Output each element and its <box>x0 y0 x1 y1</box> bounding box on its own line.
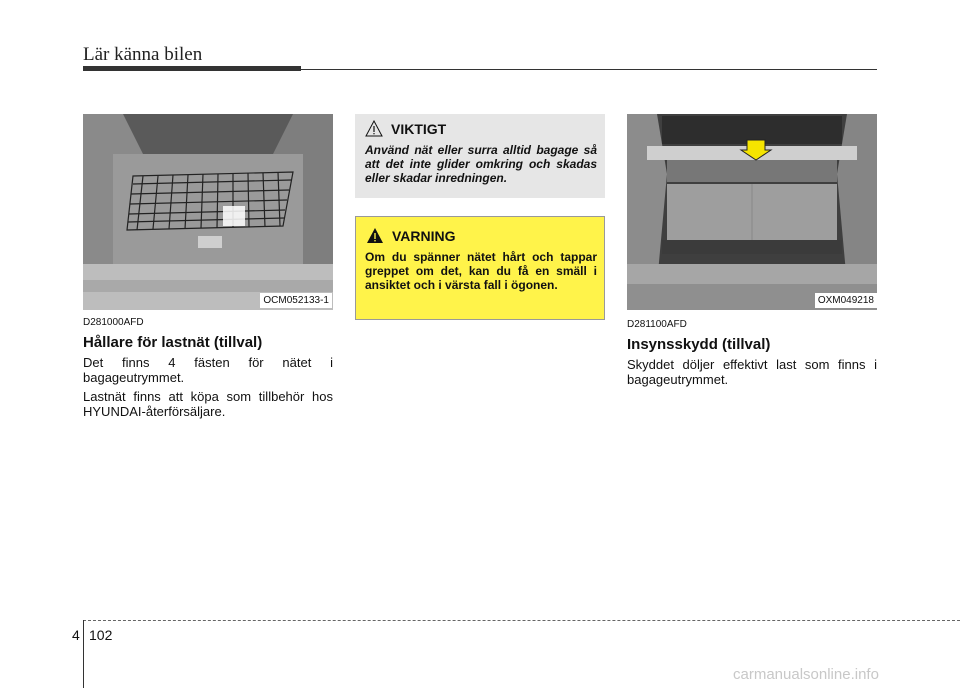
header-rule-thin <box>301 69 877 70</box>
paragraph: Lastnät finns att köpa som tillbehör hos HYUNDAI-återförsäljare. <box>83 389 333 419</box>
notice-heading: VIKTIGT <box>391 121 447 137</box>
caution-icon <box>365 120 383 138</box>
warning-icon <box>366 227 384 245</box>
right-column <box>627 319 877 387</box>
header-rule-thick <box>83 66 301 71</box>
left-column <box>83 317 333 419</box>
warning-box <box>355 216 605 320</box>
notice-text: Använd nät eller surra alltid bagage så att det inte glider omkring och skadas eller skadar inredningen. <box>365 143 597 185</box>
page-number: 102 <box>89 627 113 643</box>
warning-text: Om du spänner nätet hårt och tappar greppet om det, kan du få en smäll i ansiktet och i värsta fall i ögonen. <box>365 250 597 292</box>
paragraph: Det finns 4 fästen för nätet i bagageutrymmet. <box>83 355 333 385</box>
header-title: Lär känna bilen <box>83 44 203 65</box>
photo-code-right: OXM049218 <box>815 293 877 308</box>
footer-hline <box>83 620 960 621</box>
paragraph: Skyddet döljer effektivt last som finns i bagageutrymmet. <box>627 357 877 387</box>
cargo-net-photo <box>83 114 333 310</box>
footer-vline <box>83 620 84 688</box>
notice-box <box>355 114 605 198</box>
chapter-number: 4 <box>72 627 80 643</box>
warning-heading: VARNING <box>392 228 456 244</box>
section-code: D281000AFD <box>83 317 144 328</box>
section-title: Hållare för lastnät (tillval) <box>83 334 263 351</box>
section-title: Insynsskydd (tillval) <box>627 336 771 353</box>
cargo-cover-photo <box>627 114 877 310</box>
section-code: D281100AFD <box>627 319 687 330</box>
watermark: carmanualsonline.info <box>733 666 879 683</box>
photo-code-left: OCM052133-1 <box>260 293 332 308</box>
